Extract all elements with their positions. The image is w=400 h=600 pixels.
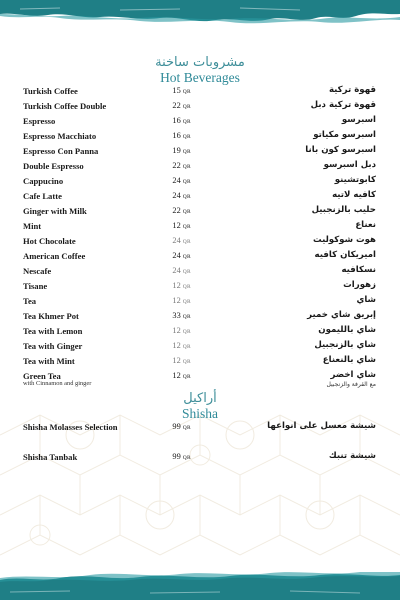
- price-value: 24: [172, 251, 181, 260]
- price-value: 22: [172, 206, 181, 215]
- currency-label: QR: [182, 149, 191, 155]
- item-name-ar: كافيه لاتيه: [332, 190, 376, 200]
- item-name-ar: شاي بالليمون: [318, 325, 376, 335]
- item-name-en: Tea with Lemon: [23, 326, 83, 336]
- item-price: [150, 176, 191, 185]
- currency-label: QR: [182, 374, 191, 380]
- item-name-en: Shisha Molasses Selection: [23, 422, 118, 432]
- shisha-title-en: Shisha: [181, 406, 218, 421]
- item-name-ar: إبريق شاي خمير: [307, 310, 376, 320]
- price-value: 12: [172, 326, 181, 335]
- hot-beverages-title-en: Hot Beverages: [160, 70, 240, 85]
- currency-label: QR: [182, 359, 191, 365]
- currency-label: QR: [182, 344, 191, 350]
- price-value: 99: [172, 452, 181, 461]
- item-name-ar: شيشة معسل على انواعها: [267, 421, 376, 431]
- item-name-en: Tea with Mint: [23, 356, 75, 366]
- price-value: 22: [172, 101, 181, 110]
- currency-label: QR: [182, 314, 191, 320]
- currency-label: QR: [182, 299, 191, 305]
- price-value: 33: [172, 311, 181, 320]
- item-price: [150, 206, 191, 215]
- item-name-ar: كابوتشينو: [334, 175, 376, 185]
- price-value: 24: [172, 191, 181, 200]
- price-value: 99: [172, 422, 181, 431]
- item-name-ar: دبل اسبرسو: [323, 160, 376, 170]
- item-name-en: Mint: [23, 221, 42, 231]
- item-name-ar: حليب بالزنجبيل: [311, 205, 376, 215]
- currency-label: QR: [182, 134, 191, 140]
- item-name-ar: شاي بالزنجبيل: [314, 340, 376, 350]
- currency-label: QR: [182, 209, 191, 215]
- hot-beverages-heading: [0, 56, 400, 85]
- currency-label: QR: [182, 89, 191, 95]
- item-name-en: Ginger with Milk: [23, 206, 87, 216]
- menu-item: [0, 371, 400, 391]
- item-name-ar: شاي اخضر: [330, 370, 376, 380]
- item-price: [150, 161, 191, 170]
- currency-label: QR: [182, 254, 191, 260]
- currency-label: QR: [182, 269, 191, 275]
- item-name-ar: اسبرسو كون بانا: [305, 145, 376, 155]
- item-description-en: with Cinnamon and ginger: [23, 380, 92, 387]
- item-name-ar: شيشة تنبك: [328, 451, 376, 461]
- item-price: [150, 116, 191, 125]
- item-price: [150, 341, 191, 350]
- item-name-en: Espresso Con Panna: [23, 146, 99, 156]
- item-name-en: Tea with Ginger: [23, 341, 83, 351]
- item-name-ar: شاي بالنعناع: [322, 355, 376, 365]
- currency-label: QR: [182, 164, 191, 170]
- item-name-en: Green Tea: [23, 371, 61, 381]
- item-price: [150, 296, 191, 305]
- item-name-ar: شاي: [356, 295, 376, 305]
- item-price: [150, 311, 191, 320]
- item-name-en: Nescafe: [23, 266, 52, 276]
- item-price: [150, 101, 191, 110]
- price-value: 12: [172, 356, 181, 365]
- item-price: [150, 86, 191, 95]
- item-name-ar: زهورات: [343, 280, 376, 290]
- currency-label: QR: [182, 179, 191, 185]
- item-name-ar: نعناع: [355, 220, 376, 230]
- menu-item: [0, 206, 400, 222]
- item-price: [150, 356, 191, 365]
- top-brush-stroke: [0, 0, 400, 32]
- item-price: [150, 146, 191, 155]
- item-price: [150, 221, 191, 230]
- price-value: 16: [172, 116, 181, 125]
- item-name-en: Tea Khmer Pot: [23, 311, 79, 321]
- price-value: 12: [172, 221, 181, 230]
- item-name-ar: نسكافيه: [341, 265, 376, 275]
- item-name-en: Double Espresso: [23, 161, 84, 171]
- price-value: 22: [172, 161, 181, 170]
- currency-label: QR: [182, 284, 191, 290]
- item-name-en: Turkish Coffee: [23, 86, 78, 96]
- bottom-brush-stroke: [0, 566, 400, 600]
- price-value: 12: [172, 281, 181, 290]
- item-name-ar: قهوة تركية دبل: [310, 100, 376, 110]
- price-value: 12: [172, 296, 181, 305]
- item-price: [150, 131, 191, 140]
- item-name-ar: اسبرسو مكياتو: [313, 130, 376, 140]
- item-name-en: Espresso: [23, 116, 56, 126]
- item-price: [150, 326, 191, 335]
- currency-label: QR: [182, 239, 191, 245]
- currency-label: QR: [182, 455, 191, 461]
- currency-label: QR: [182, 119, 191, 125]
- item-description-ar: مع القرفة والزنجبيل: [326, 381, 376, 388]
- currency-label: QR: [182, 194, 191, 200]
- menu-item: [0, 251, 400, 267]
- item-name-en: Cappucino: [23, 176, 64, 186]
- price-value: 12: [172, 371, 181, 380]
- currency-label: QR: [182, 104, 191, 110]
- menu-item: [0, 266, 400, 282]
- currency-label: QR: [182, 329, 191, 335]
- shisha-title-ar: أراكيل: [183, 391, 217, 406]
- item-name-en: Tisane: [23, 281, 48, 291]
- price-value: 24: [172, 176, 181, 185]
- menu-item: [0, 101, 400, 117]
- item-name-en: American Coffee: [23, 251, 86, 261]
- item-price: [150, 422, 191, 431]
- item-name-en: Hot Chocolate: [23, 236, 76, 246]
- price-value: 19: [172, 146, 181, 155]
- shisha-heading: [0, 392, 400, 421]
- item-name-en: Shisha Tanbak: [23, 452, 78, 462]
- price-value: 24: [172, 266, 181, 275]
- currency-label: QR: [182, 224, 191, 230]
- menu-item: [0, 281, 400, 297]
- price-value: 24: [172, 236, 181, 245]
- item-name-en: Cafe Latte: [23, 191, 62, 201]
- menu-item: [0, 452, 400, 468]
- item-name-en: Espresso Macchiato: [23, 131, 97, 141]
- currency-label: QR: [182, 425, 191, 431]
- item-price: [150, 281, 191, 290]
- item-name-en: Tea: [23, 296, 37, 306]
- price-value: 15: [172, 86, 181, 95]
- item-name-ar: اميريكان كافيه: [314, 250, 376, 260]
- item-price: [150, 191, 191, 200]
- item-price: [150, 371, 191, 380]
- item-name-ar: اسبرسو: [341, 115, 376, 125]
- item-price: [150, 266, 191, 275]
- menu-item: [0, 422, 400, 438]
- item-price: [150, 251, 191, 260]
- item-name-en: Turkish Coffee Double: [23, 101, 107, 111]
- item-name-ar: قهوة تركية: [328, 85, 376, 95]
- item-price: [150, 452, 191, 461]
- item-name-ar: هوت شوكوليت: [312, 235, 376, 245]
- price-value: 12: [172, 341, 181, 350]
- item-price: [150, 236, 191, 245]
- hot-beverages-title-ar: مشروبات ساخنة: [155, 55, 245, 70]
- price-value: 16: [172, 131, 181, 140]
